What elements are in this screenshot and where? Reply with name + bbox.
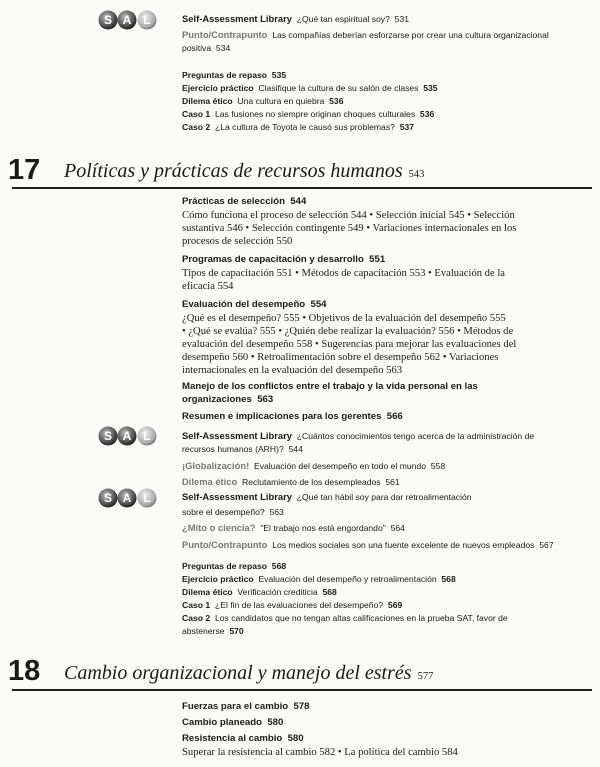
section-heading: organizaciones 563 [182, 394, 274, 405]
review-item: Caso 1 Las fusiones no siempre originan choques culturales 536 [182, 109, 435, 119]
section-heading: Resumen e implicaciones para los gerentes 566 [182, 411, 403, 422]
review-item: Ejercicio práctico Clasifique la cultura de su salón de clases 535 [182, 83, 438, 93]
chapter-number: 18 [8, 655, 41, 687]
svg-text:A: A [122, 429, 132, 443]
svg-text:S: S [103, 491, 113, 505]
sal-entry-cont: recursos humanos (ARH)? 544 [182, 444, 303, 454]
svg-text:L: L [143, 429, 151, 443]
review-item: Caso 2 ¿La cultura de Toyota le causó sus problemas? 537 [182, 122, 415, 132]
review-item: Preguntas de repaso 535 [182, 70, 287, 80]
sal-badge-icon [97, 10, 171, 30]
punto-entry-cont: positiva 534 [182, 43, 231, 53]
section-line: sustantiva 546 • Selección contingente 549 • Variaciones internacionales en los [182, 223, 517, 234]
review-item: Caso 1 ¿El fin de las evaluaciones del desempeño? 569 [182, 600, 403, 610]
svg-text:A: A [122, 491, 132, 505]
sal-badge-icon [97, 426, 171, 446]
section-line: internacionales en la evaluación del desempeño 563 [182, 365, 403, 376]
chapter-title: Políticas y prácticas de recursos humanos 543 [64, 160, 425, 182]
review-item: Dilema ético Verificación crediticia 568 [182, 587, 337, 597]
section-line: evaluación del desempeño 558 • Sugerencias para mejorar las evaluaciones del [182, 339, 517, 350]
svg-text:A: A [122, 13, 132, 27]
section-line: Cómo funciona el proceso de selección 544 • Selección inicial 545 • Selección [182, 210, 515, 221]
section-line: Tipos de capacitación 551 • Métodos de capacitación 553 • Evaluación de la [182, 268, 505, 279]
review-item: Dilema ético Una cultura en quiebra 536 [182, 96, 344, 106]
sal-badge-icon [97, 488, 171, 508]
chapter-rule [12, 187, 592, 189]
globalizacion-entry: ¡Globalización! Evaluación del desempeño en todo el mundo 558 [182, 460, 446, 471]
punto-entry: Punto/Contrapunto Los medios sociales son una fuente excelente de nuevos empleados 567 [182, 539, 554, 550]
section-heading: Programas de capacitación y desarrollo 551 [182, 254, 386, 265]
section-line: • ¿Qué se evalúa? 555 • ¿Quién debe realizar la evaluación? 556 • Métodos de [182, 326, 514, 337]
section-heading: Prácticas de selección 544 [182, 196, 307, 207]
sal-entry: Self-Assessment Library ¿Qué tan espiritual soy? 531 [182, 13, 410, 24]
svg-text:L: L [143, 13, 151, 27]
section-heading: Fuerzas para el cambio 578 [182, 701, 310, 712]
svg-text:L: L [143, 491, 151, 505]
section-heading: Cambio planeado 580 [182, 717, 284, 728]
review-item: Ejercicio práctico Evaluación del desempeño y retroalimentación 568 [182, 574, 456, 584]
sal-entry-cont: sobre el desempeño? 563 [182, 507, 284, 517]
chapter-rule [12, 689, 592, 691]
section-heading: Resistencia al cambio 580 [182, 733, 304, 744]
section-heading: Evaluación del desempeño 554 [182, 299, 327, 310]
review-item: Preguntas de repaso 568 [182, 561, 287, 571]
sal-entry: Self-Assessment Library ¿Cuántos conocimientos tengo acerca de la administración de [182, 430, 535, 441]
review-item-cont: abstenerse 570 [182, 626, 244, 636]
section-line: eficacia 554 [182, 281, 234, 292]
punto-entry: Punto/Contrapunto Las compañías deberían esforzarse por crear una cultura organizacional [182, 29, 549, 40]
mito-entry: ¿Mito o ciencia? "El trabajo nos está engordando" 564 [182, 522, 405, 533]
svg-text:S: S [103, 429, 113, 443]
chapter-number: 17 [8, 154, 41, 186]
svg-text:S: S [103, 13, 113, 27]
section-line: desempeño 560 • Retroalimentación sobre el desempeño 562 • Variaciones [182, 352, 499, 363]
dilema-entry: Dilema ético Reclutamiento de los desempleados 561 [182, 476, 400, 487]
section-line: procesos de selección 550 [182, 236, 293, 247]
review-item: Caso 2 Los candidatos que no tengan altas calificaciones en la prueba SAT, favor de [182, 613, 508, 623]
section-line: ¿Qué es el desempeño? 555 • Objetivos de la evaluación del desempeño 555 [182, 313, 506, 324]
section-heading: Manejo de los conflictos entre el trabajo y la vida personal en las [182, 381, 478, 392]
section-line: Superar la resistencia al cambio 582 • La política del cambio 584 [182, 747, 458, 758]
chapter-title: Cambio organizacional y manejo del estrés 577 [64, 662, 434, 684]
sal-entry: Self-Assessment Library ¿Qué tan hábil soy para dar retroalimentación [182, 491, 472, 502]
